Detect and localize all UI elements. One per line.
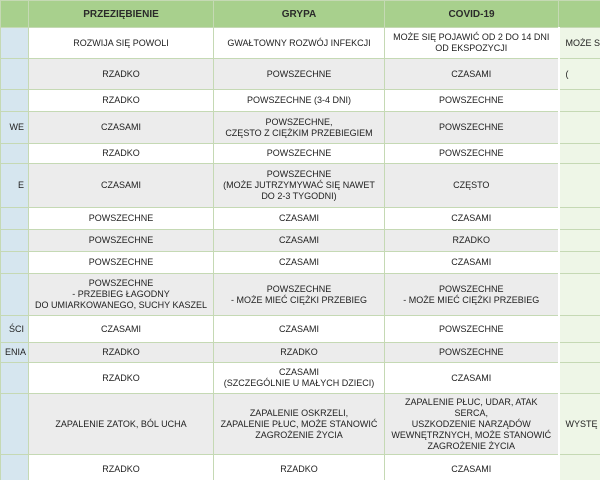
cell-covid: POWSZECHNE [385, 90, 559, 112]
cell-covid: MOŻE SIĘ POJAWIĆ OD 2 DO 14 DNI OD EKSPOZYCJI [385, 28, 559, 59]
cell-extra [559, 144, 600, 164]
header-extra [559, 1, 600, 28]
cell-cold: POWSZECHNE [29, 230, 214, 252]
cell-covid: POWSZECHNE - MOŻE MIEĆ CIĘŻKI PRZEBIEG [385, 274, 559, 316]
cell-flu: CZASAMI [214, 316, 385, 343]
table-row [1, 90, 600, 112]
table-row [1, 343, 600, 363]
table-header-row [1, 1, 600, 28]
cell-extra: MOŻE S [559, 28, 600, 59]
cell-cold: ZAPALENIE ZATOK, BÓL UCHA [29, 394, 214, 455]
cell-flu: RZADKO [214, 343, 385, 363]
cell-flu: POWSZECHNE [214, 59, 385, 90]
cell-covid: CZASAMI [385, 363, 559, 394]
header-symptom [1, 1, 29, 28]
row-label [1, 252, 29, 274]
cell-covid: CZASAMI [385, 252, 559, 274]
table-row [1, 208, 600, 230]
cell-extra [559, 343, 600, 363]
cell-extra [559, 274, 600, 316]
row-label [1, 363, 29, 394]
cell-flu: POWSZECHNE, CZĘSTO Z CIĘŻKIM PRZEBIEGIEM [214, 112, 385, 144]
cell-flu: CZASAMI [214, 230, 385, 252]
header-covid: COVID-19 [385, 1, 559, 28]
cell-cold: ROZWIJA SIĘ POWOLI [29, 28, 214, 59]
table-row [1, 252, 600, 274]
row-label [1, 208, 29, 230]
cell-extra [559, 316, 600, 343]
cell-cold: RZADKO [29, 59, 214, 90]
table-row [1, 28, 600, 59]
cell-cold: CZASAMI [29, 112, 214, 144]
row-label [1, 230, 29, 252]
row-label: WE [1, 112, 29, 144]
table-row [1, 144, 600, 164]
cell-extra: ( [559, 59, 600, 90]
cell-covid: CZASAMI [385, 208, 559, 230]
cell-extra [559, 455, 600, 480]
cell-flu: POWSZECHNE (MOŻE JUTRZYMYWAĆ SIĘ NAWET DO 2-3 TYGODNI) [214, 164, 385, 208]
cell-cold: CZASAMI [29, 316, 214, 343]
cell-cold: RZADKO [29, 455, 214, 480]
cell-covid: ZAPALENIE PŁUC, UDAR, ATAK SERCA, USZKODZENIE NARZĄDÓW WEWNĘTRZNYCH, MOŻE STANOWIĆ ZAGROŻENIE ŻYCIA [385, 394, 559, 455]
cell-extra [559, 252, 600, 274]
cell-covid: POWSZECHNE [385, 112, 559, 144]
cell-covid: CZASAMI [385, 455, 559, 480]
cell-cold: RZADKO [29, 363, 214, 394]
cell-flu: GWAŁTOWNY ROZWÓJ INFEKCJI [214, 28, 385, 59]
cell-flu: CZASAMI [214, 252, 385, 274]
table-row [1, 274, 600, 316]
cell-flu: POWSZECHNE (3-4 DNI) [214, 90, 385, 112]
cell-flu: RZADKO [214, 455, 385, 480]
row-label [1, 90, 29, 112]
row-label [1, 59, 29, 90]
cell-covid: RZADKO [385, 230, 559, 252]
table-row [1, 455, 600, 480]
cell-flu: POWSZECHNE [214, 144, 385, 164]
cell-covid: POWSZECHNE [385, 144, 559, 164]
row-label: ŚCI [1, 316, 29, 343]
table-row [1, 316, 600, 343]
cell-covid: CZASAMI [385, 59, 559, 90]
cell-flu: CZASAMI [214, 208, 385, 230]
table-row [1, 394, 600, 455]
cell-cold: POWSZECHNE [29, 252, 214, 274]
cell-flu: CZASAMI (SZCZEGÓLNIE U MAŁYCH DZIECI) [214, 363, 385, 394]
row-label [1, 394, 29, 455]
table-row [1, 59, 600, 90]
cell-covid: POWSZECHNE [385, 343, 559, 363]
cell-extra [559, 164, 600, 208]
table-row [1, 363, 600, 394]
cell-cold: RZADKO [29, 144, 214, 164]
cell-flu: ZAPALENIE OSKRZELI, ZAPALENIE PŁUC, MOŻE STANOWIĆ ZAGROŻENIE ŻYCIA [214, 394, 385, 455]
cell-cold: POWSZECHNE - PRZEBIEG ŁAGODNY DO UMIARKOWANEGO, SUCHY KASZEL [29, 274, 214, 316]
row-label [1, 274, 29, 316]
row-label [1, 144, 29, 164]
row-label: ENIA [1, 343, 29, 363]
row-label: E [1, 164, 29, 208]
cell-extra [559, 112, 600, 144]
header-flu: GRYPA [214, 1, 385, 28]
cell-extra [559, 363, 600, 394]
cell-extra: WYSTĘ [559, 394, 600, 455]
row-label [1, 455, 29, 480]
table-row [1, 112, 600, 144]
header-cold: PRZEZIĘBIENIE [29, 1, 214, 28]
cell-extra [559, 90, 600, 112]
cell-cold: RZADKO [29, 343, 214, 363]
cell-extra [559, 208, 600, 230]
table-row [1, 164, 600, 208]
cell-covid: CZĘSTO [385, 164, 559, 208]
cell-extra [559, 230, 600, 252]
cell-covid: POWSZECHNE [385, 316, 559, 343]
cell-flu: POWSZECHNE - MOŻE MIEĆ CIĘŻKI PRZEBIEG [214, 274, 385, 316]
cell-cold: CZASAMI [29, 164, 214, 208]
row-label [1, 28, 29, 59]
cell-cold: RZADKO [29, 90, 214, 112]
cell-cold: POWSZECHNE [29, 208, 214, 230]
table-row [1, 230, 600, 252]
